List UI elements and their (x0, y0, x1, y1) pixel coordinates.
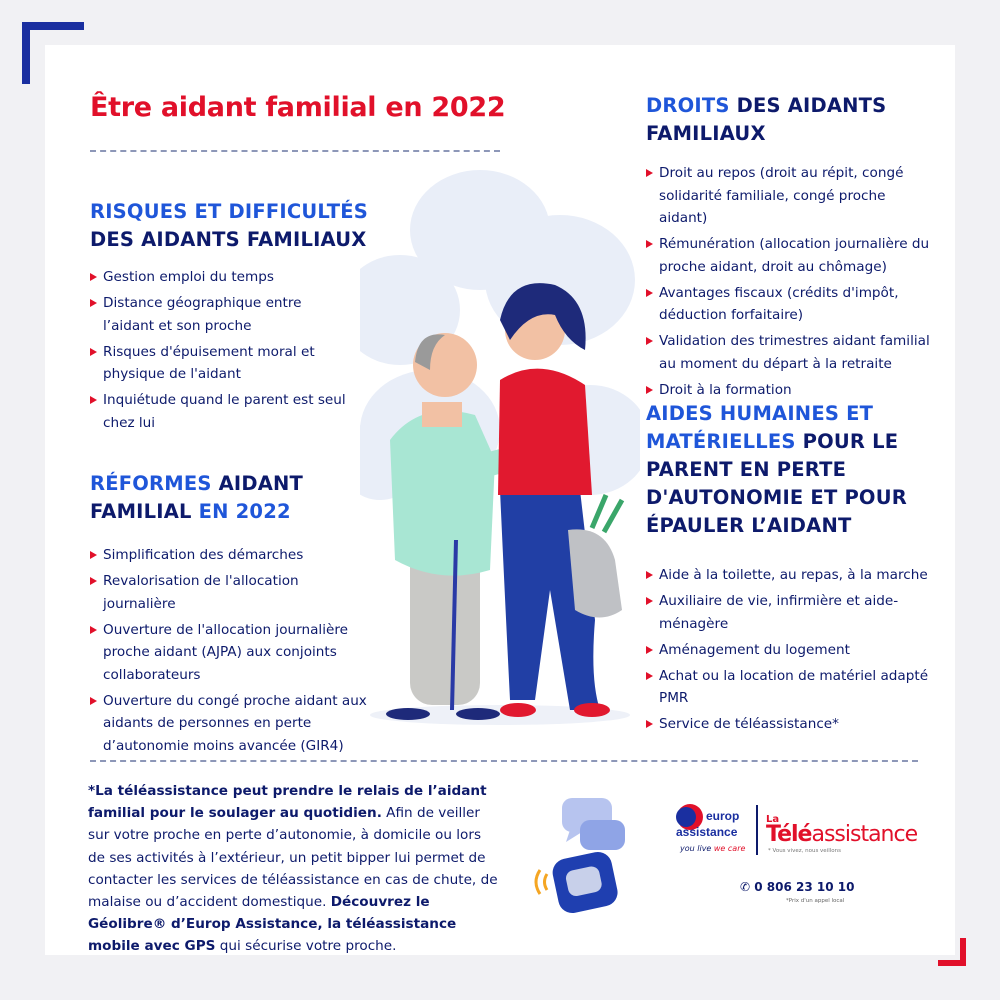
reformes-list (90, 544, 375, 761)
list-item: Rémunération (allocation journalière du proche aidant, droit au chômage) (646, 233, 936, 278)
aides-heading (646, 400, 907, 540)
logo-separator (756, 805, 758, 855)
aides-list (646, 564, 936, 739)
droits-heading (646, 92, 886, 148)
teleassistance-logo-la: La (766, 814, 780, 825)
list-item: Risques d'épuisement moral et physique de l'aidant (90, 341, 355, 386)
bipper-device-icon (530, 790, 650, 930)
list-item: Revalorisation de l'allocation journalière (90, 570, 375, 615)
aides-heading-accent: AIDES HUMAINES ET (646, 402, 874, 425)
risques-heading (90, 198, 368, 254)
aides-heading-main-2: POUR LE (795, 430, 899, 453)
aides-heading-main-4: D'AUTONOMIE ET POUR (646, 486, 907, 509)
list-item: Aménagement du logement (646, 639, 936, 662)
phone-number[interactable] (740, 880, 854, 894)
footnote-bold-1: *La téléassistance peut prendre le relais de l’aidant familial pour le soulager au quotidien. (88, 783, 487, 822)
list-item: Service de téléassistance* (646, 713, 936, 736)
reformes-heading-accent-2: EN 2022 (191, 500, 291, 523)
list-item: Simplification des démarches (90, 544, 375, 567)
woman-caregiver (498, 283, 622, 717)
list-item: Auxiliaire de vie, infirmière et aide-ménagère (646, 590, 936, 635)
reformes-heading-main-2: FAMILIAL (90, 500, 192, 523)
list-item: Validation des trimestres aidant familial au moment du départ à la retraite (646, 330, 936, 375)
caregiver-illustration (360, 140, 640, 740)
europ-assistance-tagline (680, 844, 745, 853)
teleassistance-logo (766, 822, 917, 847)
droits-heading-main: DES AIDANTS (729, 94, 887, 117)
reformes-heading-main: AIDANT (211, 472, 304, 495)
teleassistance-tagline: * Vous vivez, nous veillons (768, 848, 841, 854)
risques-heading-accent: RISQUES ET DIFFICULTÉS (90, 200, 369, 223)
list-item: Droit à la formation (646, 379, 936, 402)
reformes-heading (90, 470, 303, 526)
svg-text:assistance: assistance (676, 825, 738, 839)
tagline-part-1: you live (680, 844, 714, 853)
teleassistance-logo-part-1: Télé (766, 822, 812, 847)
page-title: Être aidant familial en 2022 (90, 92, 506, 123)
aides-heading-main-3: PARENT EN PERTE (646, 458, 847, 481)
droits-heading-accent: DROITS (646, 94, 730, 117)
droits-heading-main-2: FAMILIAUX (646, 122, 766, 145)
list-item: Inquiétude quand le parent est seul chez lui (90, 389, 355, 434)
corner-decoration-top-left (22, 22, 84, 84)
phone-icon: ✆ (740, 880, 755, 894)
teleassistance-logo-part-2: assistance (811, 822, 918, 847)
risques-heading-main: DES AIDANTS FAMILIAUX (90, 228, 367, 251)
list-item: Avantages fiscaux (crédits d'impôt, déduction forfaitaire) (646, 282, 936, 327)
tagline-part-2: we care (713, 844, 746, 853)
corner-decoration-bottom-right (938, 938, 966, 966)
phone-number-text: 0 806 23 10 10 (754, 880, 855, 894)
list-item: Aide à la toilette, au repas, à la marche (646, 564, 936, 587)
aides-heading-accent-2: MATÉRIELLES (646, 430, 796, 453)
divider-bottom (90, 760, 918, 762)
droits-list (646, 162, 936, 405)
footnote-text-2: qui sécurise votre proche. (215, 938, 397, 955)
list-item: Droit au repos (droit au répit, congé solidarité familiale, congé proche aidant) (646, 162, 936, 230)
list-item: Distance géographique entre l’aidant et son proche (90, 292, 355, 337)
list-item: Achat ou la location de matériel adapté PMR (646, 665, 936, 710)
list-item: Ouverture du congé proche aidant aux aidants de personnes en perte d’autonomie moins avancée (GIR4) (90, 690, 375, 758)
svg-text:europ: europ (706, 809, 740, 823)
reformes-heading-accent: RÉFORMES (90, 472, 212, 495)
footnote-text-1: Afin de veiller sur votre proche en perte d’autonomie, à domicile ou lors de ses activités à l’extérieur, un petit bipper lui permet de contacter les services de téléassistance en cas de chute, de malaise ou d’accident domestique. (88, 805, 498, 911)
list-item: Gestion emploi du temps (90, 266, 355, 289)
risques-list (90, 266, 355, 438)
phone-pricing-note: *Prix d'un appel local (786, 898, 845, 904)
footnote-text (88, 780, 498, 958)
aides-heading-main-5: ÉPAULER L’AIDANT (646, 514, 852, 537)
list-item: Ouverture de l'allocation journalière proche aidant (AJPA) aux conjoints collaborateurs (90, 619, 375, 687)
footnote-bold-2: Découvrez le Géolibre® d’Europ Assistance, la téléassistance mobile avec GPS (88, 894, 457, 955)
